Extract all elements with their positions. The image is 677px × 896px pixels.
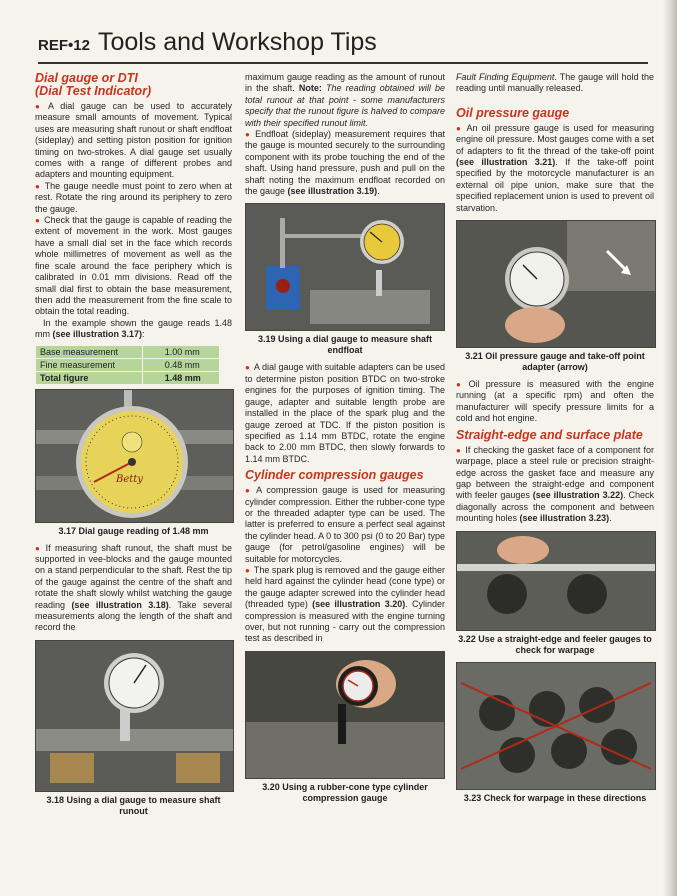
heading-compression: Cylinder compression gauges [245,468,424,483]
figure-3-22 [456,531,656,631]
table-row: Base measurement 1.00 mm [36,345,220,358]
figure-3-20 [245,651,445,779]
table-row: Fine measurement 0.48 mm [36,358,220,371]
shaft-endfloat-photo [246,204,444,330]
caption-3-22: 3.22 Use a straight-edge and feeler gauges to check for warpage [458,633,652,655]
cylinder-head-photo [457,663,655,789]
figure-3-21 [456,220,656,348]
heading-straight-edge: Straight-edge and surface plate [456,427,643,442]
column-2 [245,72,445,810]
page-edge [663,0,677,896]
paragraph: ● An oil pressure gauge is used for measuring engine oil pressure. Most gauges come with a set of adapters to fit the thread of the take-off point (see illustration 3.21). If the take-off point specified by the motorcycle manufacturer is an external oil pipe union, make sure that the specified replacement union is used to prevent oil starvation. [456,123,654,214]
caption-3-23: 3.23 Check for warpage in these directions [463,792,647,803]
paragraph: ● The gauge needle must point to zero when at rest. Rotate the ring around its periphery to zero the gauge. [35,181,232,215]
straight-edge-photo [457,532,655,630]
caption-3-18: 3.18 Using a dial gauge to measure shaft runout [46,794,221,816]
page-number: REF•12 [38,37,90,54]
shaft-runout-photo [36,641,233,791]
paragraph: ● If measuring shaft runout, the shaft must be supported in vee-blocks and the gauge mounted on a stand perpendicular to the shaft. Rest the tip of the gauge against the centre of the shaft and rotate the shaft slowly whilst watching the gauge reading (see illustration 3.18). Take several measurements along the length of the shaft and record the [35,543,232,634]
paragraph: ● A compression gauge is used for measuring cylinder compression. Either the rubber-cone type or the threaded adapter type can be used. The latter is preferred to ensure a perfect seal against the cylinder head. A 0 to 300 psi (0 to 20 Bar) type gauge (for petrol/gasoline engines) will be suitable for motorcycles. [245,485,445,565]
measurement-table [35,345,220,385]
page-title: Tools and Workshop Tips [97,28,377,56]
paragraph: ● A dial gauge can be used to accurately measure small amounts of movement. Typical uses are measuring shaft runout or shaft endfloat (sideplay) and setting piston position for ignition timing on two-strokes. A dial gauge set usually comes with a range of different probes and adapters and mounting equipment. [35,101,232,181]
dial-gauge-photo [36,390,233,522]
figure-3-19 [245,203,445,331]
dial-brand: Betty [116,473,143,485]
caption-3-19: 3.19 Using a dial gauge to measure shaft endfloat [257,334,433,356]
heading-oil-pressure: Oil pressure gauge [456,105,570,120]
caption-3-17: 3.17 Dial gauge reading of 1.48 mm [58,525,209,536]
paragraph: ● If checking the gasket face of a component for warpage, place a steel rule or precision straight-edge across the gasket face and measure any gap between the straight-edge and component with feeler gauges (see illustration 3.22). Check diagonally across the component and between mounting holes (see illustration 3.23). [456,445,654,525]
figure-3-23 [456,662,656,790]
figure-3-18 [35,640,234,792]
paragraph: ● A dial gauge with suitable adapters can be used to determine piston position BTDC on two-stroke engines for the purposes of ignition timing. The gauge, adapter and suitable length probe are installed in the place of the spark plug and the gauge zeroed at TDC. If the piston position is specified as 1.14 mm BTDC, rotate the engine back to 2.00 mm BTDC, then slowly forwards to 1.14 mm BTDC. [245,362,445,465]
paragraph: ● Check that the gauge is capable of reading the extent of movement in the work. Most gauges have a small dial set in the face which records whole millimetres of movement as well as the fine scale around the face periphery which is calibrated in 0.01 mm divisions. Read off the small dial first to obtain the base measurement, then add the measurement from the fine scale to obtain the total reading. [35,215,232,318]
table-row: Total figure 1.48 mm [36,371,220,384]
compression-gauge-photo [246,652,444,778]
paragraph: ● Endfloat (sideplay) measurement requires that the gauge is mounted securely to the surrounding component with its probe touching the end of the shaft. Using hand pressure, push and pull on the shaft noting the maximum endfloat recorded on the gauge (see illustration 3.19). [245,129,445,197]
figure-3-17 [35,389,234,523]
paragraph: maximum gauge reading as the amount of runout in the shaft. Note: The reading obtained will be total runout at that point - some manufacturers specify that the runout figure is halved to compare with their specified runout limit. [245,72,446,128]
oil-pressure-gauge-photo [457,221,655,347]
page-header [38,28,648,64]
paragraph: ● The spark plug is removed and the gauge either held hard against the cylinder head (cone type) or the gauge adapter screwed into the cylinder head (threaded type) (see illustration 3.20). Cylinder compression is measured with the engine turning over, but not running - carry out the compression test as described in [245,565,445,645]
paragraph: Fault Finding Equipment. The gauge will hold the reading until manually released. [456,72,654,94]
column-1 [35,72,232,823]
paragraph: ● Oil pressure is measured with the engine running (at a specific rpm) and often the manufacturer will specify pressure limits for a cold and hot engine. [456,379,654,425]
caption-3-21: 3.21 Oil pressure gauge and take-off point adapter (arrow) [465,351,645,373]
paragraph: In the example shown the gauge reads 1.48 mm (see illustration 3.17): [35,317,232,340]
heading-dial-gauge: Dial gauge or DTI (Dial Test Indicator) [35,71,152,98]
column-3 [456,72,654,810]
caption-3-20: 3.20 Using a rubber-cone type cylinder compression gauge [262,781,428,803]
